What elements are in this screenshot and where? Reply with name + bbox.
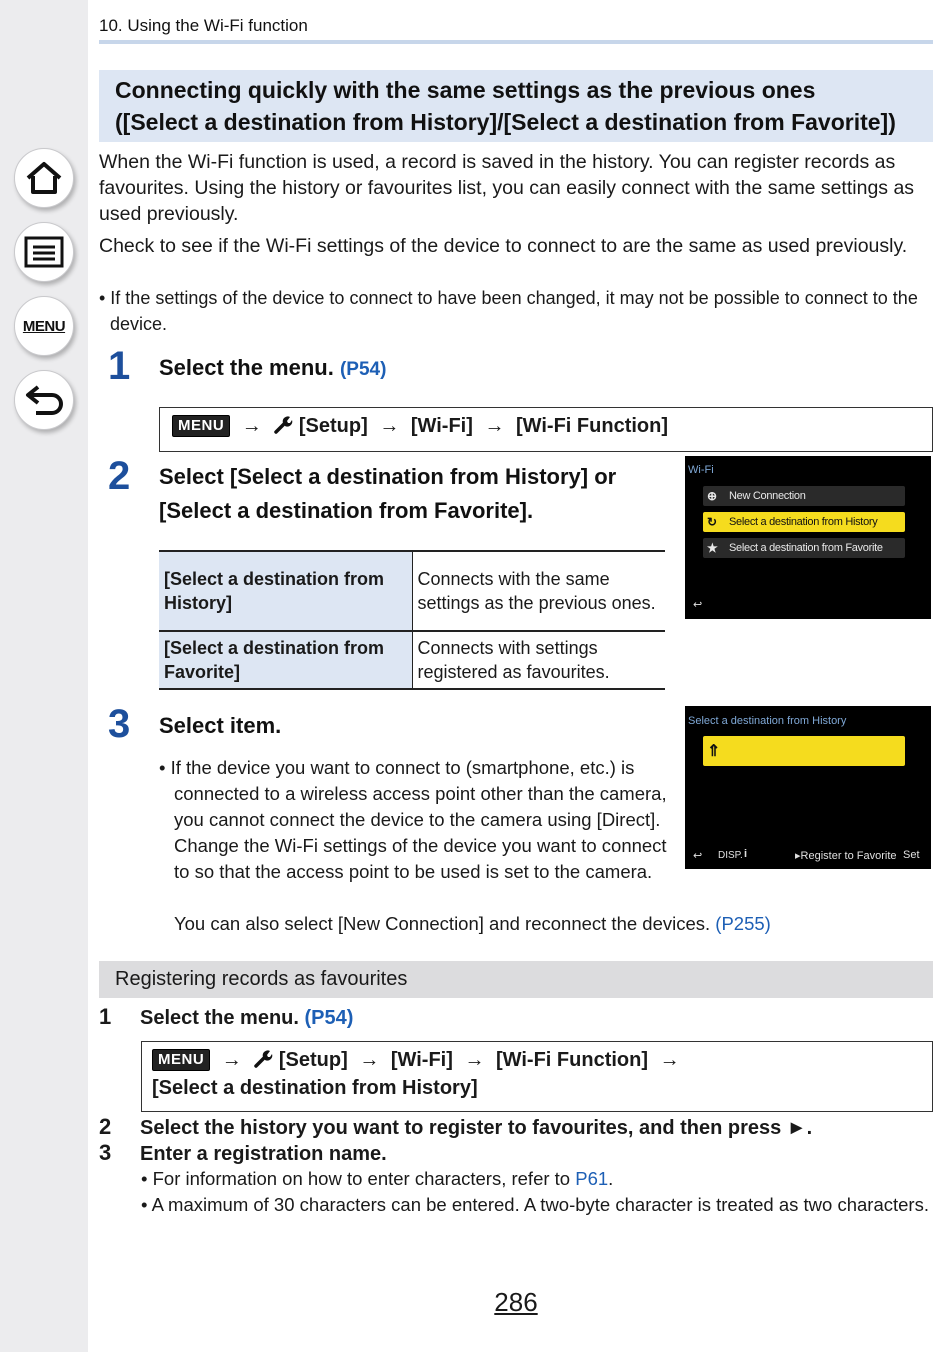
substep-2	[99, 1114, 812, 1141]
substep-number: 1	[99, 1004, 112, 1029]
back-button[interactable]	[14, 370, 74, 430]
screen-item-history	[703, 512, 905, 532]
page-link[interactable]: (P54)	[339, 359, 387, 380]
set-label: Set	[903, 849, 920, 861]
arrow: →	[484, 415, 505, 437]
menu-path-line2: [Select a destination from History]	[152, 1077, 478, 1099]
menu-path-box	[159, 407, 933, 452]
step-title: Select item.	[159, 713, 282, 738]
step-title	[159, 351, 386, 387]
intro-paragraph-1: When the Wi-Fi function is used, a record is saved in the history. You can register records as favourites. Using the history or favourites list, you can easily connect with the same settings as used previously.	[99, 151, 915, 225]
history-record	[703, 736, 905, 766]
substep-text: Select the history you want to register to favourites, and then press ►.	[140, 1117, 813, 1139]
page-number: 286	[494, 1287, 538, 1317]
section-title-line1: Connecting quickly with the same settings as the previous ones	[115, 77, 816, 103]
menu-label: MENU	[22, 317, 66, 335]
options-table	[159, 550, 665, 690]
substep-text: Select the menu.	[140, 1007, 299, 1029]
page-link[interactable]: (P255)	[715, 913, 771, 934]
back-icon: ↩	[693, 850, 703, 862]
arrow: →	[659, 1049, 680, 1071]
step-title-line1: Select [Select a destination from History] or	[159, 464, 617, 489]
substep-note-1	[141, 1166, 933, 1192]
arrow: →	[241, 415, 262, 437]
option-name: [Select a destination from History]	[159, 551, 412, 631]
menu-key: MENU	[172, 415, 230, 437]
step3-note: • If the device you want to connect to (smartphone, etc.) is connected to a wireless access point other than the camera, you cannot connect the device to the camera using [Direct]. Change the Wi-Fi settings of the device you want to connect to so that the access point to be used is set to the camera.	[159, 757, 667, 882]
wrench-icon	[253, 1049, 273, 1069]
menu-path-line1	[152, 1046, 922, 1074]
screen-item-favorite	[703, 538, 905, 558]
substep-number: 2	[99, 1114, 112, 1139]
list-icon	[24, 236, 64, 268]
header-divider	[99, 40, 933, 44]
chapter-title: 10. Using the Wi-Fi function	[99, 16, 308, 35]
page-link[interactable]: P61	[575, 1168, 609, 1189]
menu-button[interactable]	[14, 296, 74, 356]
home-button[interactable]	[14, 148, 74, 208]
history-entry-icon: ⇑	[707, 743, 721, 760]
contents-button[interactable]	[14, 222, 74, 282]
step-title-line2: [Select a destination from Favorite].	[159, 498, 534, 523]
step3-extra-text: You can also select [New Connection] and reconnect the devices.	[174, 913, 711, 934]
note-text: • For information on how to enter characters, refer to	[141, 1168, 571, 1189]
arrow: →	[464, 1049, 485, 1071]
home-icon	[24, 160, 64, 196]
camera-screen-history	[685, 706, 931, 869]
screen-item-label: Select a destination from Favorite	[729, 542, 883, 554]
history-icon: ↻	[707, 515, 717, 529]
substep-note-2: • A maximum of 30 characters can be entered. A two-byte character is treated as two characters.	[141, 1194, 929, 1215]
info-icon: i	[744, 848, 748, 860]
back-icon: ↩	[693, 599, 703, 611]
substep-1	[99, 1004, 353, 1031]
menu-wifi: [Wi-Fi]	[390, 1049, 453, 1071]
back-arrow-icon	[24, 383, 64, 417]
disp-label: DISP.	[718, 850, 743, 861]
option-description: Connects with the same settings as the previous ones.	[417, 569, 656, 613]
menu-path-box-2	[141, 1041, 933, 1112]
arrow: →	[221, 1049, 242, 1071]
screen-item-label: Select a destination from History	[729, 516, 878, 528]
wrench-icon	[273, 415, 293, 435]
subsection-title: Registering records as favourites	[99, 961, 933, 998]
intro-note: • If the settings of the device to connect to have been changed, it may not be possible to connect to the device.	[99, 288, 918, 334]
menu-key: MENU	[152, 1049, 210, 1071]
menu-wifi-function: [Wi-Fi Function]	[516, 415, 669, 437]
table-row	[159, 551, 665, 631]
section-title-line2: ([Select a destination from History]/[Select a destination from Favorite])	[115, 109, 896, 135]
plus-icon: ⊕	[707, 489, 717, 503]
screen-item-label: New Connection	[729, 490, 806, 502]
screen-item-new-connection	[703, 486, 905, 506]
screen-header: Wi-Fi	[688, 464, 714, 476]
register-to-favorite-label: ▸Register to Favorite	[795, 850, 897, 862]
table-row	[159, 631, 665, 689]
option-name: [Select a destination from Favorite]	[159, 631, 412, 689]
menu-wifi: [Wi-Fi]	[410, 415, 473, 437]
star-icon: ★	[707, 541, 718, 555]
page-link[interactable]: (P54)	[304, 1007, 354, 1029]
step-number: 3	[108, 702, 131, 746]
substep-number: 3	[99, 1140, 112, 1165]
step-number: 2	[108, 454, 131, 498]
step-number: 1	[108, 344, 131, 388]
menu-setup: [Setup]	[278, 1049, 348, 1071]
section-title-box	[99, 70, 933, 142]
menu-setup: [Setup]	[298, 415, 368, 437]
substep-text: Enter a registration name.	[140, 1143, 387, 1165]
note-period: .	[608, 1168, 614, 1189]
menu-wifi-function: [Wi-Fi Function]	[496, 1049, 649, 1071]
step3-extra	[174, 911, 874, 937]
option-description: Connects with settings registered as favourites.	[417, 638, 610, 682]
intro-paragraph-2: Check to see if the Wi-Fi settings of the device to connect to are the same as used previously.	[99, 235, 908, 257]
step-title-text: Select the menu.	[159, 355, 334, 380]
arrow: →	[379, 415, 400, 437]
screen-header: Select a destination from History	[688, 715, 847, 727]
arrow: →	[359, 1049, 380, 1071]
substep-3	[99, 1140, 387, 1167]
camera-screen-wifi	[685, 456, 931, 619]
